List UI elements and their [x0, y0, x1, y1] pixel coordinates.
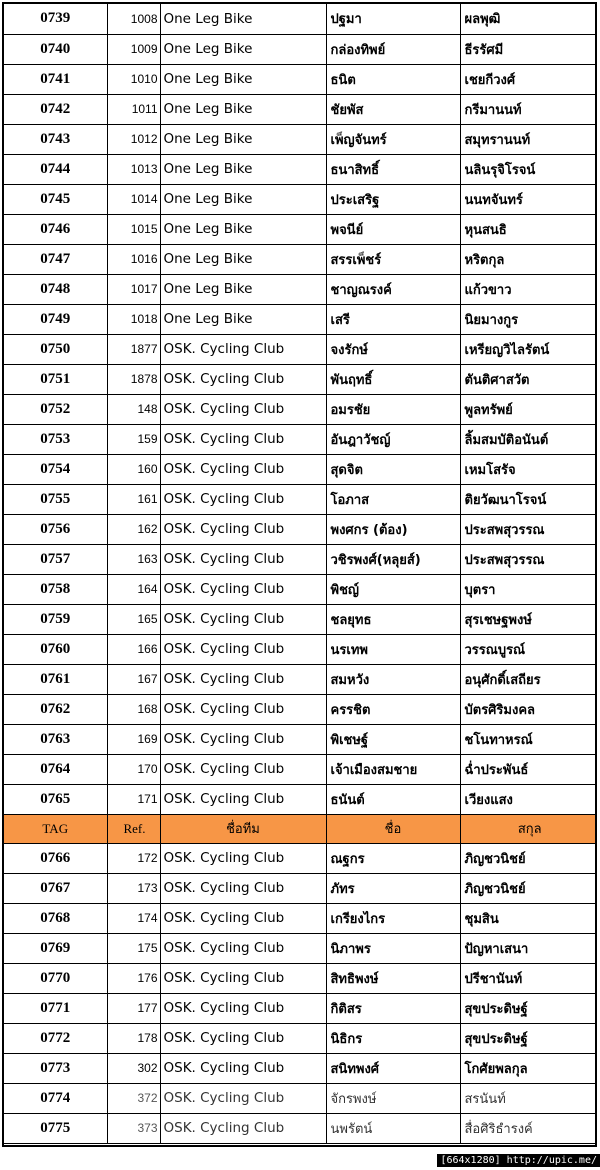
first-name-cell: เสรี: [326, 304, 460, 334]
tag-cell: 0763: [4, 724, 107, 754]
last-name-cell: โกศัยพลกุล: [460, 1053, 597, 1083]
first-name-cell: จงรักษ์: [326, 334, 460, 364]
table-row: [4, 304, 597, 334]
team-cell: One Leg Bike: [160, 94, 326, 124]
tag-cell: 0762: [4, 694, 107, 724]
tag-cell: 0746: [4, 214, 107, 244]
last-name-cell: เหมโสรัจ: [460, 454, 597, 484]
table-row: [4, 274, 597, 304]
ref-cell: 1878: [107, 364, 160, 394]
table-row: [4, 993, 597, 1023]
tag-cell: 0773: [4, 1053, 107, 1083]
table-row: [4, 604, 597, 634]
table-header-group: [4, 814, 597, 843]
last-name-cell: ประสพสุวรรณ: [460, 514, 597, 544]
last-name-cell: หุนสนธิ: [460, 214, 597, 244]
ref-cell: 302: [107, 1053, 160, 1083]
first-name-cell: นิภาพร: [326, 933, 460, 963]
first-name-cell: ชัยพัส: [326, 94, 460, 124]
team-cell: OSK. Cycling Club: [160, 784, 326, 814]
team-cell: One Leg Bike: [160, 304, 326, 334]
last-name-cell: หริตกุล: [460, 244, 597, 274]
table-row: [4, 724, 597, 754]
table-row: [4, 364, 597, 394]
ref-cell: 1011: [107, 94, 160, 124]
last-name-cell: วรรณบูรณ์: [460, 634, 597, 664]
first-name-cell: ปฐมา: [326, 4, 460, 34]
tag-cell: 0767: [4, 873, 107, 903]
team-cell: One Leg Bike: [160, 124, 326, 154]
first-name-cell: ณฐกร: [326, 843, 460, 873]
table-row: [4, 544, 597, 574]
table-row: [4, 754, 597, 784]
tag-cell: 0758: [4, 574, 107, 604]
table-body-top: [4, 4, 597, 814]
tag-cell: 0761: [4, 664, 107, 694]
team-cell: OSK. Cycling Club: [160, 454, 326, 484]
first-name-cell: ชาญณรงค์: [326, 274, 460, 304]
ref-cell: 178: [107, 1023, 160, 1053]
last-name-cell: ลิ้มสมบัติอนันต์: [460, 424, 597, 454]
table-row: [4, 34, 597, 64]
team-cell: OSK. Cycling Club: [160, 993, 326, 1023]
team-cell: OSK. Cycling Club: [160, 514, 326, 544]
table-row: [4, 933, 597, 963]
first-name-cell: ธนิต: [326, 64, 460, 94]
first-name-cell: ธนาสิทธิ์: [326, 154, 460, 184]
table-row: [4, 634, 597, 664]
tag-cell: 0757: [4, 544, 107, 574]
first-name-cell: เจ้าเมืองสมชาย: [326, 754, 460, 784]
first-name-cell: นพรัตน์: [326, 1113, 460, 1143]
last-name-cell: เวียงแสง: [460, 784, 597, 814]
ref-cell: 176: [107, 963, 160, 993]
header-ref: Ref.: [107, 814, 160, 843]
registration-sheet: [2, 2, 597, 1147]
tag-cell: 0760: [4, 634, 107, 664]
table-row: [4, 694, 597, 724]
team-cell: OSK. Cycling Club: [160, 873, 326, 903]
last-name-cell: พูลทรัพย์: [460, 394, 597, 424]
ref-cell: 161: [107, 484, 160, 514]
ref-cell: 1009: [107, 34, 160, 64]
team-cell: OSK. Cycling Club: [160, 963, 326, 993]
first-name-cell: ประเสริฐ: [326, 184, 460, 214]
team-cell: OSK. Cycling Club: [160, 574, 326, 604]
last-name-cell: บุตรา: [460, 574, 597, 604]
ref-cell: 171: [107, 784, 160, 814]
ref-cell: 1017: [107, 274, 160, 304]
tag-cell: 0770: [4, 963, 107, 993]
tag-cell: 0766: [4, 843, 107, 873]
table-row: [4, 184, 597, 214]
tag-cell: 0749: [4, 304, 107, 334]
table-row: [4, 4, 597, 34]
team-cell: OSK. Cycling Club: [160, 544, 326, 574]
tag-cell: 0774: [4, 1083, 107, 1113]
first-name-cell: กิติสร: [326, 993, 460, 1023]
tag-cell: 0751: [4, 364, 107, 394]
last-name-cell: อนุศักดิ์เสถียร: [460, 664, 597, 694]
first-name-cell: สมหวัง: [326, 664, 460, 694]
team-cell: OSK. Cycling Club: [160, 724, 326, 754]
table-row: [4, 963, 597, 993]
first-name-cell: ภัทร: [326, 873, 460, 903]
team-cell: OSK. Cycling Club: [160, 364, 326, 394]
first-name-cell: เกรียงไกร: [326, 903, 460, 933]
tag-cell: 0754: [4, 454, 107, 484]
ref-cell: 1014: [107, 184, 160, 214]
last-name-cell: กรีมานนท์: [460, 94, 597, 124]
team-cell: One Leg Bike: [160, 4, 326, 34]
team-cell: OSK. Cycling Club: [160, 1083, 326, 1113]
ref-cell: 175: [107, 933, 160, 963]
ref-cell: 1012: [107, 124, 160, 154]
tag-cell: 0771: [4, 993, 107, 1023]
table-row: [4, 1023, 597, 1053]
table-row: [4, 903, 597, 933]
last-name-cell: นนทจันทร์: [460, 184, 597, 214]
last-name-cell: สื่อศิริธำรงค์: [460, 1113, 597, 1143]
first-name-cell: สิทธิพงษ์: [326, 963, 460, 993]
last-name-cell: สุขประดิษฐ์: [460, 993, 597, 1023]
tag-cell: 0748: [4, 274, 107, 304]
team-cell: One Leg Bike: [160, 274, 326, 304]
first-name-cell: ชลยุทธ: [326, 604, 460, 634]
tag-cell: 0756: [4, 514, 107, 544]
first-name-cell: สุดจิต: [326, 454, 460, 484]
tag-cell: 0768: [4, 903, 107, 933]
first-name-cell: พิชญ์: [326, 574, 460, 604]
table-row: [4, 454, 597, 484]
tag-cell: 0753: [4, 424, 107, 454]
team-cell: OSK. Cycling Club: [160, 1053, 326, 1083]
table-row: [4, 664, 597, 694]
ref-cell: 1016: [107, 244, 160, 274]
last-name-cell: สุรเชษฐพงษ์: [460, 604, 597, 634]
table-row: [4, 124, 597, 154]
tag-cell: 0765: [4, 784, 107, 814]
tag-cell: 0744: [4, 154, 107, 184]
first-name-cell: ครรชิต: [326, 694, 460, 724]
ref-cell: 167: [107, 664, 160, 694]
last-name-cell: บัตรศิริมงคล: [460, 694, 597, 724]
header-last-name: สกุล: [460, 814, 597, 843]
ref-cell: 169: [107, 724, 160, 754]
first-name-cell: พงศกร (ต้อง): [326, 514, 460, 544]
last-name-cell: ประสพสุวรรณ: [460, 544, 597, 574]
last-name-cell: ติยวัฒนาโรจน์: [460, 484, 597, 514]
first-name-cell: สรรเพ็ชร์: [326, 244, 460, 274]
ref-cell: 174: [107, 903, 160, 933]
first-name-cell: นรเทพ: [326, 634, 460, 664]
table-row: [4, 574, 597, 604]
table-row: [4, 424, 597, 454]
ref-cell: 1018: [107, 304, 160, 334]
first-name-cell: วชิรพงศ์(หลุยส์): [326, 544, 460, 574]
tag-cell: 0741: [4, 64, 107, 94]
last-name-cell: สุขประดิษฐ์: [460, 1023, 597, 1053]
ref-cell: 1013: [107, 154, 160, 184]
ref-cell: 148: [107, 394, 160, 424]
last-name-cell: ภิญชวนิชย์: [460, 873, 597, 903]
table-row: [4, 873, 597, 903]
team-cell: OSK. Cycling Club: [160, 634, 326, 664]
last-name-cell: ชโนทาหรณ์: [460, 724, 597, 754]
ref-cell: 372: [107, 1083, 160, 1113]
ref-cell: 165: [107, 604, 160, 634]
tag-cell: 0755: [4, 484, 107, 514]
ref-cell: 177: [107, 993, 160, 1023]
table-row: [4, 94, 597, 124]
table-row: [4, 154, 597, 184]
first-name-cell: อมรชัย: [326, 394, 460, 424]
ref-cell: 162: [107, 514, 160, 544]
tag-cell: 0745: [4, 184, 107, 214]
participant-table: [4, 4, 597, 1144]
ref-cell: 164: [107, 574, 160, 604]
header-tag: TAG: [4, 814, 107, 843]
tag-cell: 0772: [4, 1023, 107, 1053]
team-cell: OSK. Cycling Club: [160, 933, 326, 963]
ref-cell: 373: [107, 1113, 160, 1143]
first-name-cell: พิเชษฐ์: [326, 724, 460, 754]
first-name-cell: จักรพงษ์: [326, 1083, 460, 1113]
first-name-cell: นิธิกร: [326, 1023, 460, 1053]
first-name-cell: ธนันต์: [326, 784, 460, 814]
team-cell: OSK. Cycling Club: [160, 903, 326, 933]
team-cell: One Leg Bike: [160, 34, 326, 64]
watermark: [664x1280] http://upic.me/: [437, 1154, 600, 1167]
team-cell: OSK. Cycling Club: [160, 664, 326, 694]
table-row: [4, 514, 597, 544]
tag-cell: 0775: [4, 1113, 107, 1143]
last-name-cell: ธีรรัศมี: [460, 34, 597, 64]
last-name-cell: เชยกีวงศ์: [460, 64, 597, 94]
last-name-cell: ผลพุฒิ: [460, 4, 597, 34]
ref-cell: 173: [107, 873, 160, 903]
table-row: [4, 1053, 597, 1083]
table-row: [4, 394, 597, 424]
table-row: [4, 214, 597, 244]
team-cell: OSK. Cycling Club: [160, 1023, 326, 1053]
table-row: [4, 784, 597, 814]
ref-cell: 160: [107, 454, 160, 484]
last-name-cell: ปัญหาเสนา: [460, 933, 597, 963]
team-cell: OSK. Cycling Club: [160, 843, 326, 873]
first-name-cell: โอภาส: [326, 484, 460, 514]
ref-cell: 1008: [107, 4, 160, 34]
last-name-cell: แก้วขาว: [460, 274, 597, 304]
first-name-cell: พจนีย์: [326, 214, 460, 244]
team-cell: OSK. Cycling Club: [160, 1113, 326, 1143]
team-cell: OSK. Cycling Club: [160, 604, 326, 634]
team-cell: OSK. Cycling Club: [160, 334, 326, 364]
team-cell: One Leg Bike: [160, 244, 326, 274]
tag-cell: 0740: [4, 34, 107, 64]
ref-cell: 170: [107, 754, 160, 784]
first-name-cell: เพ็ญจันทร์: [326, 124, 460, 154]
tag-cell: 0769: [4, 933, 107, 963]
team-cell: One Leg Bike: [160, 64, 326, 94]
tag-cell: 0752: [4, 394, 107, 424]
tag-cell: 0750: [4, 334, 107, 364]
team-cell: OSK. Cycling Club: [160, 754, 326, 784]
table-row: [4, 484, 597, 514]
ref-cell: 166: [107, 634, 160, 664]
last-name-cell: ตันติศาสวัต: [460, 364, 597, 394]
first-name-cell: พันฤทธิ์: [326, 364, 460, 394]
tag-cell: 0743: [4, 124, 107, 154]
table-row: [4, 1083, 597, 1113]
tag-cell: 0747: [4, 244, 107, 274]
tag-cell: 0764: [4, 754, 107, 784]
last-name-cell: ชุมสิน: [460, 903, 597, 933]
tag-cell: 0742: [4, 94, 107, 124]
table-row: [4, 244, 597, 274]
team-cell: One Leg Bike: [160, 154, 326, 184]
team-cell: One Leg Bike: [160, 214, 326, 244]
ref-cell: 1010: [107, 64, 160, 94]
last-name-cell: นลินรุจิโรจน์: [460, 154, 597, 184]
first-name-cell: อันฎาวัชญ์: [326, 424, 460, 454]
last-name-cell: เหรียญวิไลรัตน์: [460, 334, 597, 364]
last-name-cell: สรนันท์: [460, 1083, 597, 1113]
header-team: ชื่อทีม: [160, 814, 326, 843]
ref-cell: 159: [107, 424, 160, 454]
last-name-cell: ปรีชานันท์: [460, 963, 597, 993]
table-row: [4, 1113, 597, 1143]
last-name-cell: สมุทรานนท์: [460, 124, 597, 154]
ref-cell: 168: [107, 694, 160, 724]
last-name-cell: นิยมางกูร: [460, 304, 597, 334]
last-name-cell: ฉ่ำประพันธ์: [460, 754, 597, 784]
table-header-row: [4, 814, 597, 843]
ref-cell: 172: [107, 843, 160, 873]
tag-cell: 0759: [4, 604, 107, 634]
ref-cell: 1015: [107, 214, 160, 244]
team-cell: One Leg Bike: [160, 184, 326, 214]
team-cell: OSK. Cycling Club: [160, 484, 326, 514]
table-row: [4, 843, 597, 873]
tag-cell: 0739: [4, 4, 107, 34]
table-row: [4, 334, 597, 364]
team-cell: OSK. Cycling Club: [160, 394, 326, 424]
last-name-cell: ภิญชวนิชย์: [460, 843, 597, 873]
first-name-cell: กล่องทิพย์: [326, 34, 460, 64]
ref-cell: 163: [107, 544, 160, 574]
team-cell: OSK. Cycling Club: [160, 424, 326, 454]
header-first-name: ชื่อ: [326, 814, 460, 843]
first-name-cell: สนิทพงศ์: [326, 1053, 460, 1083]
ref-cell: 1877: [107, 334, 160, 364]
team-cell: OSK. Cycling Club: [160, 694, 326, 724]
table-row: [4, 64, 597, 94]
table-body-bottom: [4, 843, 597, 1143]
